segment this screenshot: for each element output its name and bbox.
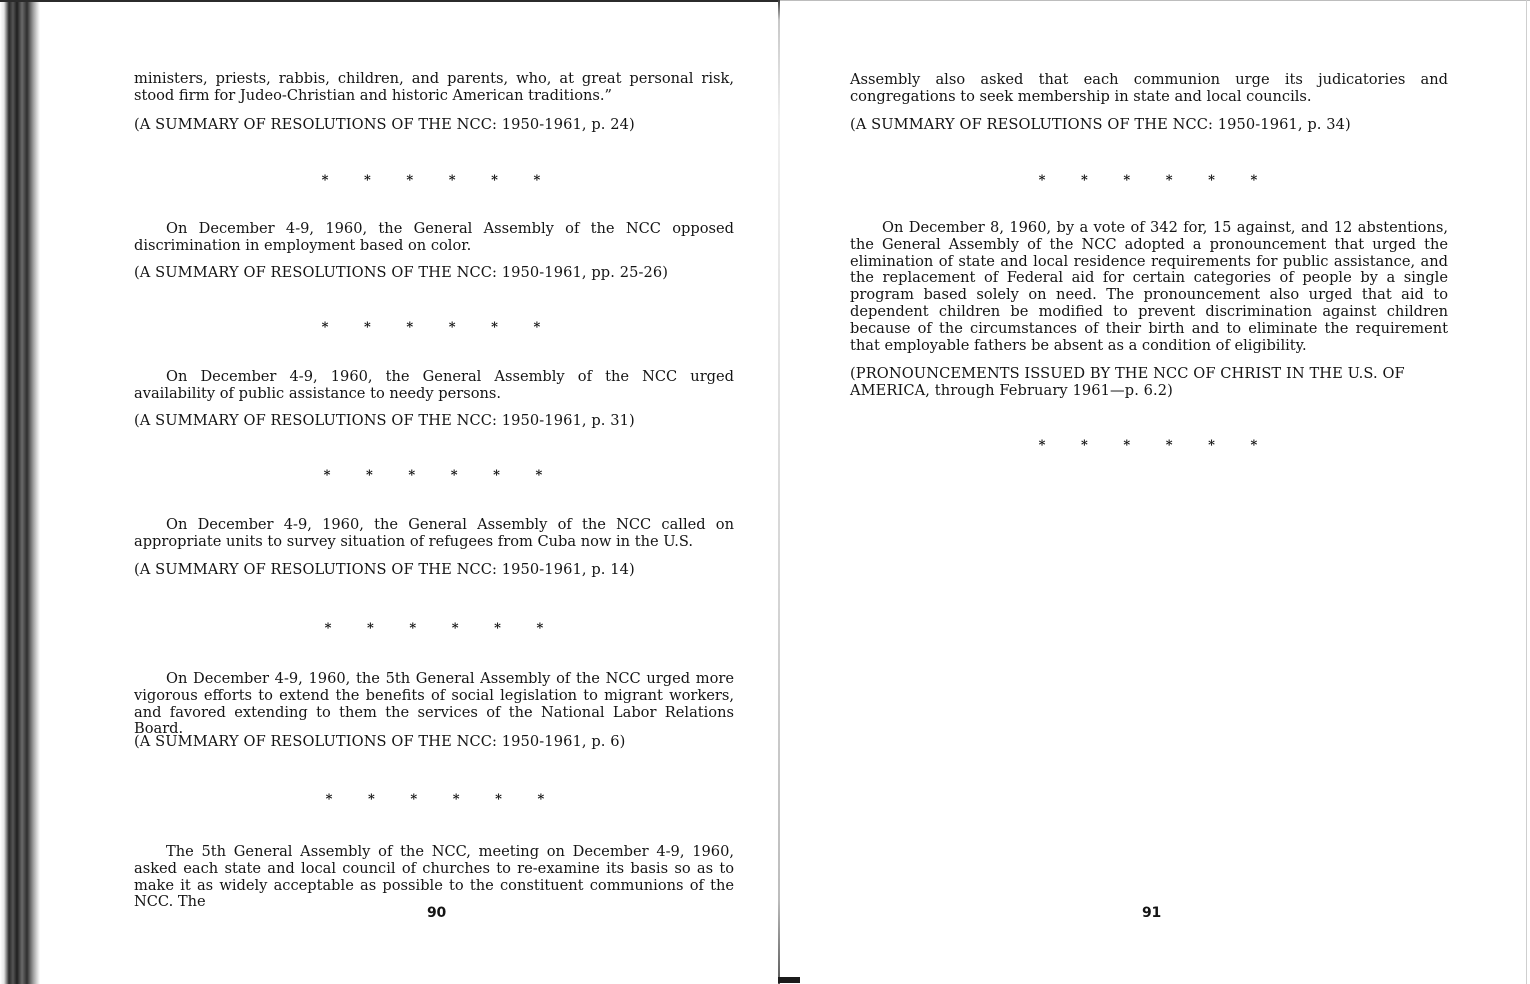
- asterisk: *: [536, 621, 544, 636]
- asterisk: *: [1080, 438, 1088, 453]
- asterisk: *: [1250, 438, 1258, 453]
- right-page-edge: [1526, 0, 1527, 984]
- asterisk: *: [1038, 173, 1046, 188]
- asterisk: *: [494, 621, 501, 636]
- asterisk: *: [1208, 438, 1215, 453]
- separator-asterisks: [1038, 439, 1258, 453]
- gutter-mark: [778, 977, 800, 983]
- asterisk: *: [408, 468, 416, 483]
- citation: (A SUMMARY OF RESOLUTIONS OF THE NCC: 1950-1961, p. 31): [134, 412, 635, 429]
- asterisk: *: [321, 320, 329, 335]
- asterisk: *: [1250, 173, 1258, 188]
- paragraph: On December 4-9, 1960, the General Assembly of the NCC urged availability of public assistance to needy persons.: [134, 368, 734, 402]
- asterisk: *: [325, 792, 333, 807]
- asterisk: *: [535, 468, 543, 483]
- asterisk: *: [491, 173, 498, 188]
- asterisk: *: [1165, 438, 1173, 453]
- asterisk: *: [533, 173, 541, 188]
- citation: (A SUMMARY OF RESOLUTIONS OF THE NCC: 1950-1961, pp. 25-26): [134, 264, 669, 281]
- asterisk: *: [448, 173, 456, 188]
- asterisk: *: [495, 792, 502, 807]
- citation: (PRONOUNCEMENTS ISSUED BY THE NCC OF CHRIST IN THE U.S. OF AMERICA, through February 1961—p. 6.2): [850, 365, 1405, 399]
- asterisk: *: [1123, 438, 1131, 453]
- asterisk: *: [406, 320, 414, 335]
- separator-asterisks: [1038, 174, 1258, 188]
- asterisk: *: [409, 621, 417, 636]
- asterisk: *: [1165, 173, 1173, 188]
- paragraph: The 5th General Assembly of the NCC, meeting on December 4-9, 1960, asked each state and local council of churches to re-examine its basis so as to make it as widely acceptable as possible to the constituent communions of the NCC. The: [134, 843, 734, 911]
- asterisk: *: [321, 173, 329, 188]
- asterisk: *: [1038, 438, 1046, 453]
- paragraph: On December 8, 1960, by a vote of 342 for, 15 against, and 12 abstentions, the General Assembly of the NCC adopted a pronouncement that urged the elimination of state and local residence requirements for public assistance, and the replacement of Federal aid for certain categories of people by a single program based solely on need. The pronouncement also urged that aid to dependent children be modified to prevent discrimination against children because of the circumstances of their birth and to eliminate the requirement that employable fathers be absent as a condition of eligibility.: [850, 219, 1448, 354]
- paragraph: On December 4-9, 1960, the General Assembly of the NCC called on appropriate units to survey situation of refugees from Cuba now in the U.S.: [134, 516, 734, 550]
- asterisk: *: [367, 792, 375, 807]
- separator-asterisks: [325, 793, 545, 807]
- asterisk: *: [324, 621, 332, 636]
- separator-asterisks: [321, 174, 541, 188]
- paragraph: ministers, priests, rabbis, children, and parents, who, at great personal risk, stood firm for Judeo-Christian and historic American traditions.”: [134, 70, 734, 104]
- asterisk: *: [366, 621, 374, 636]
- asterisk: *: [363, 173, 371, 188]
- page-gutter: [778, 0, 780, 984]
- asterisk: *: [365, 468, 373, 483]
- paragraph: On December 4-9, 1960, the General Assembly of the NCC opposed discrimination in employment based on color.: [134, 220, 734, 254]
- asterisk: *: [537, 792, 545, 807]
- asterisk: *: [448, 320, 456, 335]
- page-number: 91: [1142, 905, 1161, 921]
- asterisk: *: [533, 320, 541, 335]
- citation: (A SUMMARY OF RESOLUTIONS OF THE NCC: 1950-1961, p. 6): [134, 733, 626, 750]
- citation: (A SUMMARY OF RESOLUTIONS OF THE NCC: 1950-1961, p. 14): [134, 561, 635, 578]
- asterisk: *: [406, 173, 414, 188]
- asterisk: *: [493, 468, 500, 483]
- book-binding-shadow: [0, 0, 40, 984]
- paragraph: Assembly also asked that each communion urge its judicatories and congregations to seek membership in state and local councils.: [850, 71, 1448, 105]
- separator-asterisks: [323, 469, 543, 483]
- asterisk: *: [1123, 173, 1131, 188]
- paragraph: On December 4-9, 1960, the 5th General Assembly of the NCC urged more vigorous efforts to extend the benefits of social legislation to migrant workers, and favored extending to them the services of the National Labor Relations Board.: [134, 670, 734, 738]
- asterisk: *: [323, 468, 331, 483]
- asterisk: *: [451, 621, 459, 636]
- citation: (A SUMMARY OF RESOLUTIONS OF THE NCC: 1950-1961, p. 34): [850, 116, 1351, 133]
- separator-asterisks: [321, 321, 541, 335]
- separator-asterisks: [324, 622, 544, 636]
- right-page: [850, 0, 1448, 984]
- page-number: 90: [427, 905, 446, 921]
- asterisk: *: [1208, 173, 1215, 188]
- citation: (A SUMMARY OF RESOLUTIONS OF THE NCC: 1950-1961, p. 24): [134, 116, 635, 133]
- left-page: [134, 0, 734, 984]
- asterisk: *: [1080, 173, 1088, 188]
- asterisk: *: [410, 792, 418, 807]
- asterisk: *: [450, 468, 458, 483]
- asterisk: *: [363, 320, 371, 335]
- asterisk: *: [452, 792, 460, 807]
- asterisk: *: [491, 320, 498, 335]
